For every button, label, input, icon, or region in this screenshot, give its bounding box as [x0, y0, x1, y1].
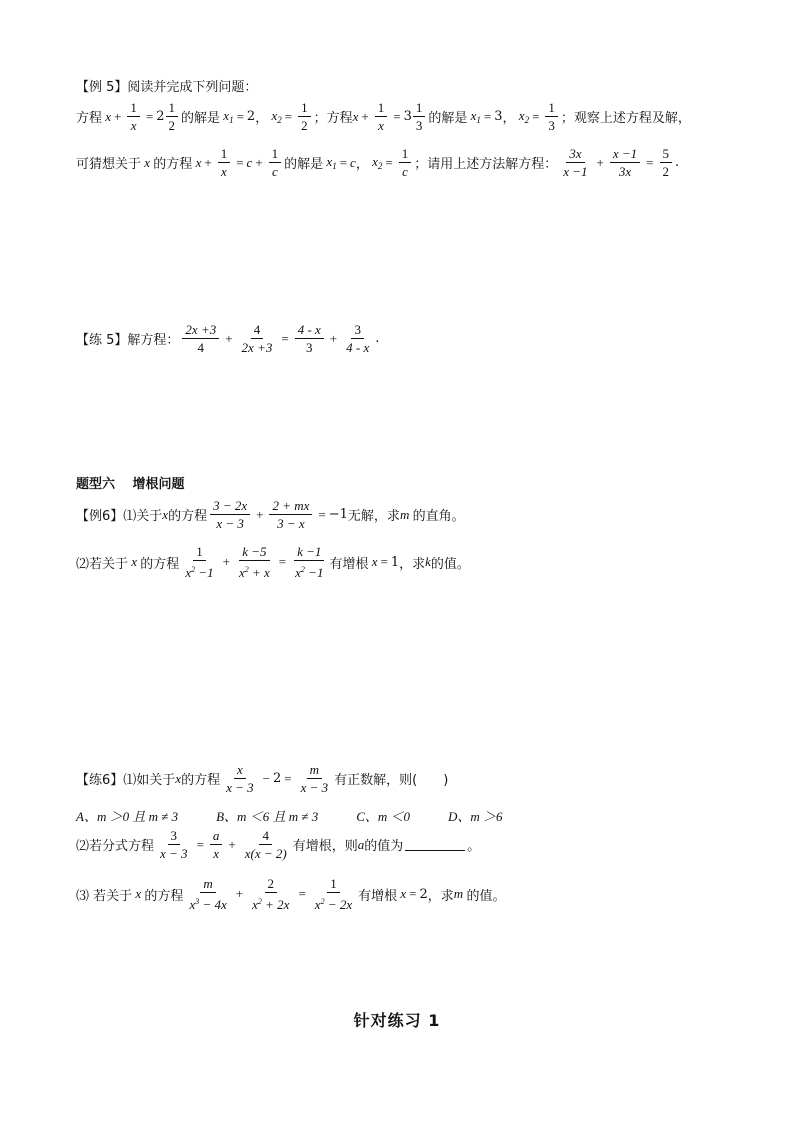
ex6-p1-d: 的直角。	[412, 509, 465, 524]
ex5-l2-text-c: 的解是	[284, 157, 324, 172]
section-6-title	[76, 473, 754, 492]
ex5-l1-text-a: 方程	[76, 111, 103, 126]
pr6-p2-a: ⑵若分式方程	[76, 839, 155, 854]
separator: ，	[502, 111, 516, 126]
mixed-number-3-1-3: 3 $\frac{1}{3}$	[404, 100, 429, 133]
practice-5: 【练 5】解方程： $\frac{2x +3}{4}$ + $\frac{4}{2x +3}$ = $\frac{4 - x}{3}$ + $\frac{3}{4 - x}$ .	[76, 322, 380, 355]
practice-5-heading: 【练 5】解方程：	[76, 333, 180, 348]
fraction-3-over-4-x: $\frac{3}{4 - x}$	[346, 322, 370, 355]
example-5-heading	[76, 76, 754, 95]
pr6-p3-e: 的值。	[466, 888, 506, 904]
solution-x2: $x_2$	[268, 108, 282, 125]
choice-a[interactable]: A、m ＞0 且 m ≠ 3	[76, 809, 179, 824]
example-6-part-2: ⑵若关于 x 的方程 $\frac{1}{x^2 -1}$ + $\frac{k -5}{x^2 + x}$ = $\frac{k -1}{x^2 -1}$ 有增根 x = 1 ，求 k 的值。	[76, 544, 470, 580]
practice-6-part-2: ⑵若分式方程 $\frac{3}{x - 3}$ = $\frac{a}{x}$ + $\frac{4}{x(x - 2)}$ 有增根，则 a 的值为 。	[76, 828, 481, 861]
pr6-p2-d: 。	[467, 839, 481, 854]
example-6-part-1: 【例6】⑴关于 x 的方程 $\frac{3 - 2x}{x - 3}$ + $\frac{2 + mx}{3 - x}$ = −1 无解，求 m 的直角。	[76, 498, 465, 531]
ex5-l2-text-b: 的方程	[153, 157, 193, 172]
ex5-l1-text-b: 的解是	[181, 111, 221, 126]
fraction-1-over-2: $\frac{1}{2}$	[298, 100, 311, 133]
fraction-4-over-2x3: $\frac{4}{2x +3}$	[241, 322, 273, 355]
ex5-l1-text-c: ；方程	[313, 111, 353, 126]
fraction-2-over-x2-2x: $\frac{2}{x^2 + 2x}$	[252, 876, 290, 912]
fraction-k-1-over-x2-1: $\frac{k -1}{x^2 -1}$	[295, 544, 324, 580]
ex5-l1-text-d: 的解是	[428, 111, 468, 126]
example-5-line-2: 可猜想关于 x 的方程 x + $\frac{1}{x}$ = c + $\frac{1}{c}$ 的解是 $x_1$ = c ， $x_2$ = $\frac{1}{c}$ ；请用上述方法解方程： $\frac{3x}{x -1}$ + $\frac{x -1}{3x}$ = $\frac{5}{2}$ .	[76, 146, 680, 179]
practice-6-part-3: ⑶ 若关于 x 的方程 $\frac{m}{x^3 - 4x}$ + $\frac{2}{x^2 + 2x}$ = $\frac{1}{x^2 - 2x}$ 有增根 x = 2 ，求 m 的值。	[76, 876, 506, 912]
mixed-number-2-1-2: 2 $\frac{1}{2}$	[156, 100, 181, 133]
ex6-p1-c: 无解，求	[347, 509, 400, 524]
answer-blank[interactable]	[405, 838, 465, 851]
practice-6-choices	[76, 806, 754, 825]
pr6-p1-c: 有正数解，则( )	[334, 773, 449, 788]
fraction-x-over-x-3: $\frac{x}{x - 3}$	[226, 762, 254, 795]
pr6-p3-c: 有增根	[358, 888, 398, 904]
fraction-3-2x-over-x-3: $\frac{3 - 2x}{x - 3}$	[210, 498, 250, 531]
fraction-1-over-c: $\frac{1}{c}$	[269, 146, 282, 179]
section-6-title-text: 题型六 增根问题	[76, 477, 185, 492]
choice-d[interactable]: D、m ＞6	[448, 809, 503, 824]
pr6-p3-b: 的方程	[144, 888, 184, 904]
fraction-2x3-over-4: $\frac{2x +3}{4}$	[182, 322, 219, 355]
choice-b[interactable]: B、m ＜6 且 m ≠ 3	[216, 809, 319, 824]
ex6-p2-a: ⑵若关于	[76, 556, 129, 572]
fraction-a-over-x: $\frac{a}{x}$	[210, 828, 223, 861]
separator: ，	[355, 157, 369, 172]
fraction-4-over-x-x-2: $\frac{4}{x(x - 2)}$	[244, 828, 287, 861]
ex6-p2-c: 有增根	[329, 556, 369, 572]
fraction-m-over-x3-4x: $\frac{m}{x^3 - 4x}$	[189, 876, 227, 912]
var-x: x	[102, 108, 112, 124]
pr6-p1-a: 【练6】⑴如关于	[76, 773, 176, 788]
example-5-line-1: 方程 x + $\frac{1}{x}$ = 2 $\frac{1}{2}$ 的解是 $x_1$ = 2 ， $x_2$ = $\frac{1}{2}$ ；方程 x + $\frac{1}{x}$ = 3 $\frac{1}{3}$ 的解是 $x_1$ = 3 ， $x_2$ = $\frac{1}{3}$ ；观察上述方程及解，	[76, 100, 691, 133]
ex5-l1-text-e: ；观察上述方程及解，	[560, 111, 691, 126]
fraction-1-over-x2-minus-2x: $\frac{1}{x^2 - 2x}$	[314, 876, 353, 912]
ex6-p2-e: 的值。	[430, 556, 470, 572]
separator: ，	[255, 111, 269, 126]
ex6-p1-b: 的方程	[168, 509, 208, 524]
fraction-2mx-over-3-x: $\frac{2 + mx}{3 - x}$	[269, 498, 312, 531]
fraction-3x-over-x-1: $\frac{3x}{x -1}$	[563, 146, 588, 179]
fraction-k-5-over-x2-x: $\frac{k -5}{x^2 + x}$	[238, 544, 270, 580]
ex6-p2-b: 的方程	[140, 556, 180, 572]
fraction-m-over-x-3: $\frac{m}{x - 3}$	[300, 762, 329, 795]
pr6-p1-b: 的方程	[181, 773, 221, 788]
fraction-1-over-x-b: $\frac{1}{x}$	[375, 100, 388, 133]
fraction-1-over-3: $\frac{1}{3}$	[545, 100, 558, 133]
pr6-p2-b: 有增根，则	[292, 839, 358, 854]
pr6-p3-d: ，求	[427, 888, 454, 904]
fraction-5-over-2: $\frac{5}{2}$	[660, 146, 673, 179]
ex5-l2-text-a: 可猜想关于	[76, 157, 142, 172]
ex6-p2-d: ，求	[399, 556, 426, 572]
practice-6-part-1: 【练6】⑴如关于 x 的方程 $\frac{x}{x - 3}$ − 2 = $\frac{m}{x - 3}$ 有正数解，则( )	[76, 762, 449, 795]
fraction-1-over-x2-1: $\frac{1}{x^2 -1}$	[185, 544, 214, 580]
fraction-4-x-over-3: $\frac{4 - x}{3}$	[295, 322, 324, 355]
fraction-3-over-x-3: $\frac{3}{x - 3}$	[160, 828, 188, 861]
ex6-p1-a: 【例6】⑴关于	[76, 509, 163, 524]
footer-title: 针对练习 1	[353, 1011, 441, 1030]
ex5-l2-text-d: ；请用上述方法解方程：	[414, 157, 558, 172]
fraction-x-1-over-3x: $\frac{x -1}{3x}$	[610, 146, 640, 179]
fraction-1-over-x: $\frac{1}{x}$	[127, 100, 140, 133]
solution-x1: $x_1$	[220, 108, 234, 125]
pr6-p3-a: ⑶ 若关于	[76, 888, 133, 904]
example-5-heading-text: 【例 5】阅读并完成下列问题：	[76, 80, 258, 95]
pr6-p2-c: 的值为	[364, 839, 404, 854]
choice-c[interactable]: C、m ＜0	[356, 809, 411, 824]
